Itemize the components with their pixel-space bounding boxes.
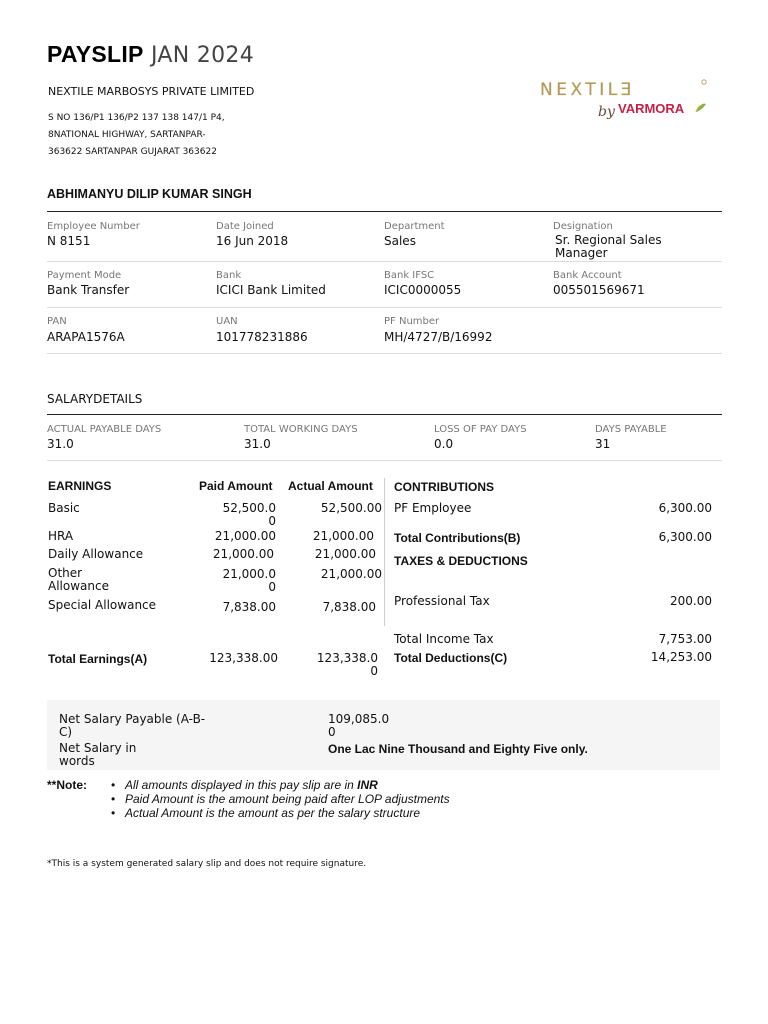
payslip-title <box>47 41 254 68</box>
note-item <box>111 778 450 792</box>
date-joined-label: Date Joined <box>216 221 274 232</box>
earning-actual-hra: 21,000.00 <box>312 529 374 543</box>
designation-label: Designation <box>553 221 613 232</box>
note-item-emphasis: INR <box>357 778 378 792</box>
earning-paid-daily-allowance: 21,000.00 <box>212 547 274 561</box>
footer-disclaimer: *This is a system generated salary slip and does not require signature. <box>47 859 367 869</box>
total-earnings-paid: 123,338.00 <box>209 651 278 665</box>
deduction-amount-professional-tax: 200.00 <box>670 594 712 608</box>
earning-actual-basic: 52,500.00 <box>320 501 382 515</box>
deduction-name-professional-tax: Professional Tax <box>394 594 490 608</box>
total-income-tax-label: Total Income Tax <box>394 632 494 646</box>
earning-paid-special-allowance: 7,838.00 <box>222 600 276 614</box>
pan-value: ARAPA1576A <box>47 330 125 344</box>
note-item <box>111 806 450 820</box>
net-salary-words-value: One Lac Nine Thousand and Eighty Five only. <box>328 742 588 756</box>
employee-name: ABHIMANYU DILIP KUMAR SINGH <box>47 187 252 201</box>
actual-payable-days-label: ACTUAL PAYABLE DAYS <box>47 424 162 435</box>
divider <box>47 307 722 308</box>
bank-account-value: 005501569671 <box>553 283 645 297</box>
actual-amount-header: Actual Amount <box>288 479 373 493</box>
divider <box>47 460 722 461</box>
logo-varmora-text: VARMORA <box>618 101 685 116</box>
title-period: JAN 2024 <box>151 43 254 68</box>
actual-payable-days-value: 31.0 <box>47 437 74 451</box>
divider <box>47 414 722 415</box>
earning-actual-daily-allowance: 21,000.00 <box>314 547 376 561</box>
bank-account-label: Bank Account <box>553 270 622 281</box>
net-salary-payable-value: 109,085.00 <box>328 712 390 739</box>
pf-number-value: MH/4727/B/16992 <box>384 330 493 344</box>
note-item-text: All amounts displayed in this pay slip are in <box>125 778 358 792</box>
total-deductions-amount: 14,253.00 <box>650 650 712 664</box>
bank-value: ICICI Bank Limited <box>216 283 326 297</box>
notes-list <box>111 778 450 820</box>
divider <box>47 211 722 212</box>
pf-number-label: PF Number <box>384 316 440 327</box>
total-deductions-label: Total Deductions(C) <box>394 651 508 665</box>
date-joined-value: 16 Jun 2018 <box>216 234 289 248</box>
days-payable-label: DAYS PAYABLE <box>595 424 667 435</box>
address-line: 8NATIONAL HIGHWAY, SARTANPAR- <box>48 130 206 140</box>
earning-name-hra: HRA <box>48 529 74 543</box>
earning-name-other-allowance: Other Allowance <box>48 566 109 593</box>
earning-paid-other-allowance: 21,000.00 <box>222 567 276 594</box>
employee-number-label: Employee Number <box>47 221 140 232</box>
earning-paid-basic: 52,500.00 <box>222 501 276 528</box>
uan-value: 101778231886 <box>216 330 308 344</box>
note-item-text: Paid Amount is the amount being paid after LOP adjustments <box>125 792 450 806</box>
total-working-days-value: 31.0 <box>244 437 271 451</box>
earning-actual-other-allowance: 21,000.00 <box>320 567 382 581</box>
total-contributions-label: Total Contributions(B) <box>394 531 521 545</box>
divider <box>47 353 722 354</box>
loss-of-pay-days-label: LOSS OF PAY DAYS <box>434 424 527 435</box>
bank-ifsc-label: Bank IFSC <box>384 270 435 281</box>
contribution-amount-pf: 6,300.00 <box>658 501 712 515</box>
logo-brand-text: NEXTILƎ <box>540 80 635 100</box>
loss-of-pay-days-value: 0.0 <box>434 437 454 451</box>
pan-label: PAN <box>47 316 67 327</box>
days-payable-value: 31 <box>595 437 611 451</box>
note-item <box>111 792 450 806</box>
logo-by-text: by <box>598 104 615 120</box>
earning-name-basic: Basic <box>48 501 80 515</box>
total-contributions-amount: 6,300.00 <box>658 530 712 544</box>
paid-amount-header: Paid Amount <box>199 479 273 493</box>
divider <box>47 261 722 262</box>
note-item-text: Actual Amount is the amount as per the salary structure <box>125 806 421 820</box>
company-address <box>48 110 248 161</box>
earning-name-special-allowance: Special Allowance <box>48 598 157 612</box>
contributions-header: CONTRIBUTIONS <box>394 480 494 494</box>
earning-actual-special-allowance: 7,838.00 <box>322 600 376 614</box>
total-earnings-actual: 123,338.00 <box>316 651 378 678</box>
bank-label: Bank <box>216 270 242 281</box>
total-income-tax-amount: 7,753.00 <box>658 632 712 646</box>
total-earnings-label: Total Earnings(A) <box>48 652 148 666</box>
contribution-name-pf: PF Employee <box>394 501 472 515</box>
salary-details-heading: SALARYDETAILS <box>47 392 143 406</box>
company-logo <box>538 76 708 124</box>
nextile-logo-graphic <box>538 76 708 124</box>
address-line: S NO 136/P1 136/P2 137 138 147/1 P4, <box>48 113 225 123</box>
earning-name-daily-allowance: Daily Allowance <box>48 547 144 561</box>
payment-mode-value: Bank Transfer <box>47 283 130 297</box>
department-value: Sales <box>384 234 416 248</box>
column-divider <box>384 478 385 626</box>
payment-mode-label: Payment Mode <box>47 270 122 281</box>
address-line: 363622 SARTANPAR GUJARAT 363622 <box>48 147 217 157</box>
earnings-header: EARNINGS <box>48 479 112 493</box>
company-name: NEXTILE MARBOSYS PRIVATE LIMITED <box>48 85 255 98</box>
net-salary-payable-label: Net Salary Payable (A-B-C) <box>59 712 206 739</box>
department-label: Department <box>384 221 445 232</box>
note-label: **Note: <box>47 778 88 792</box>
taxes-deductions-header: TAXES & DEDUCTIONS <box>394 554 528 568</box>
bank-ifsc-value: ICIC0000055 <box>384 283 462 297</box>
net-salary-words-label: Net Salary in words <box>59 741 137 768</box>
registered-mark-icon <box>702 80 706 84</box>
title-payslip: PAYSLIP <box>47 41 144 67</box>
designation-value: Sr. Regional Sales Manager <box>555 233 662 260</box>
employee-number-value: N 8151 <box>47 234 91 248</box>
uan-label: UAN <box>216 316 238 327</box>
earning-paid-hra: 21,000.00 <box>214 529 276 543</box>
total-working-days-label: TOTAL WORKING DAYS <box>244 424 358 435</box>
